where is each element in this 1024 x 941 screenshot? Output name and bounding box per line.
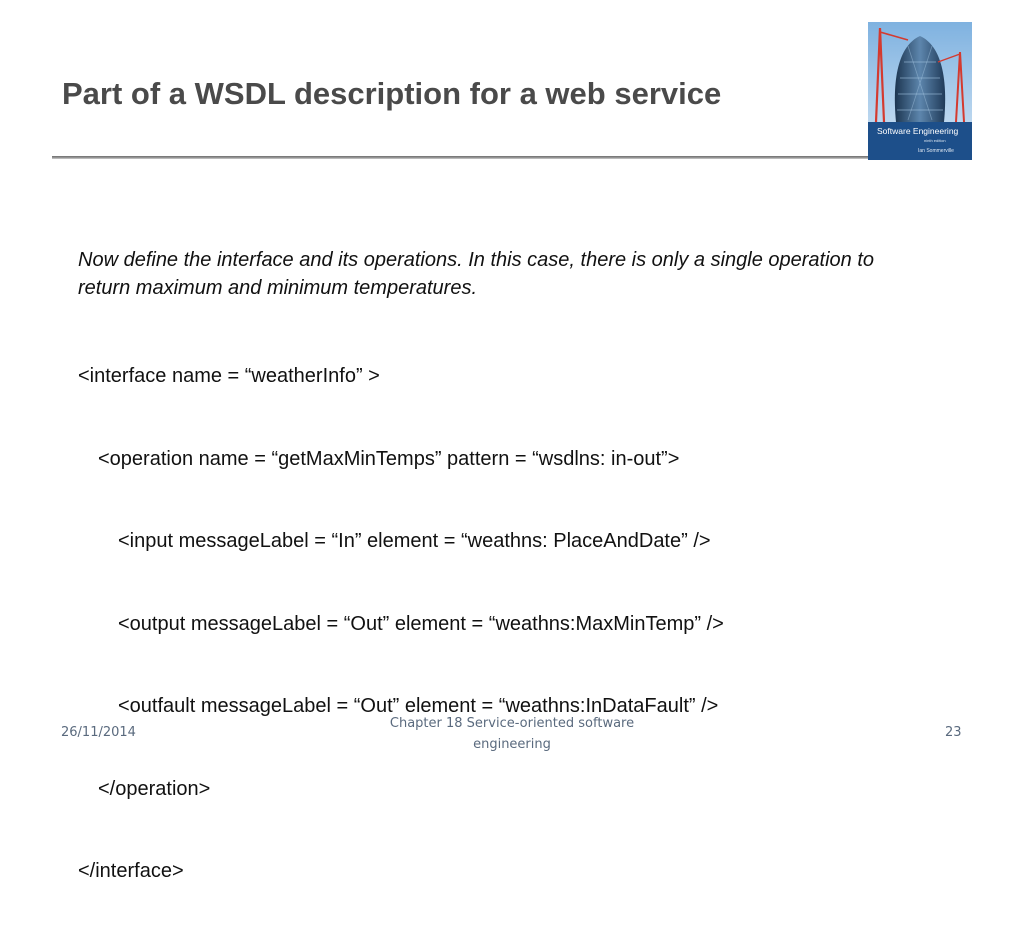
footer-chapter: Chapter 18 Service-oriented software engineering xyxy=(389,716,635,752)
cover-author: Ian Sommerville xyxy=(918,148,954,154)
title-divider xyxy=(52,156,868,159)
book-cover-image xyxy=(868,22,972,160)
code-line: <operation name = “getMaxMinTemps” pattern = “wsdlns: in-out”> xyxy=(98,447,680,470)
code-line: <outfault messageLabel = “Out” element = “weathns:InDataFault” /> xyxy=(118,695,719,717)
cover-artwork xyxy=(868,22,972,160)
code-line: <interface name = “weatherInfo” > xyxy=(78,365,380,387)
intro-paragraph: Now define the interface and its operations. In this case, there is only a single operation to return maximum and minimum temperatures. xyxy=(78,249,875,299)
code-line: </operation> xyxy=(98,777,211,800)
footer-page-number: 23 xyxy=(945,725,962,740)
wsdl-code-block xyxy=(78,308,724,941)
code-line: <output messageLabel = “Out” element = “weathns:MaxMinTemp” /> xyxy=(118,612,724,635)
cover-edition: ninth edition xyxy=(924,138,946,143)
code-line: </interface> xyxy=(78,860,184,882)
slide-title: Part of a WSDL description for a web service xyxy=(62,76,722,111)
cover-title: Software Engineering xyxy=(877,126,959,136)
footer-date: 26/11/2014 xyxy=(61,725,136,740)
code-line: <input messageLabel = “In” element = “weathns: PlaceAndDate” /> xyxy=(118,530,711,552)
